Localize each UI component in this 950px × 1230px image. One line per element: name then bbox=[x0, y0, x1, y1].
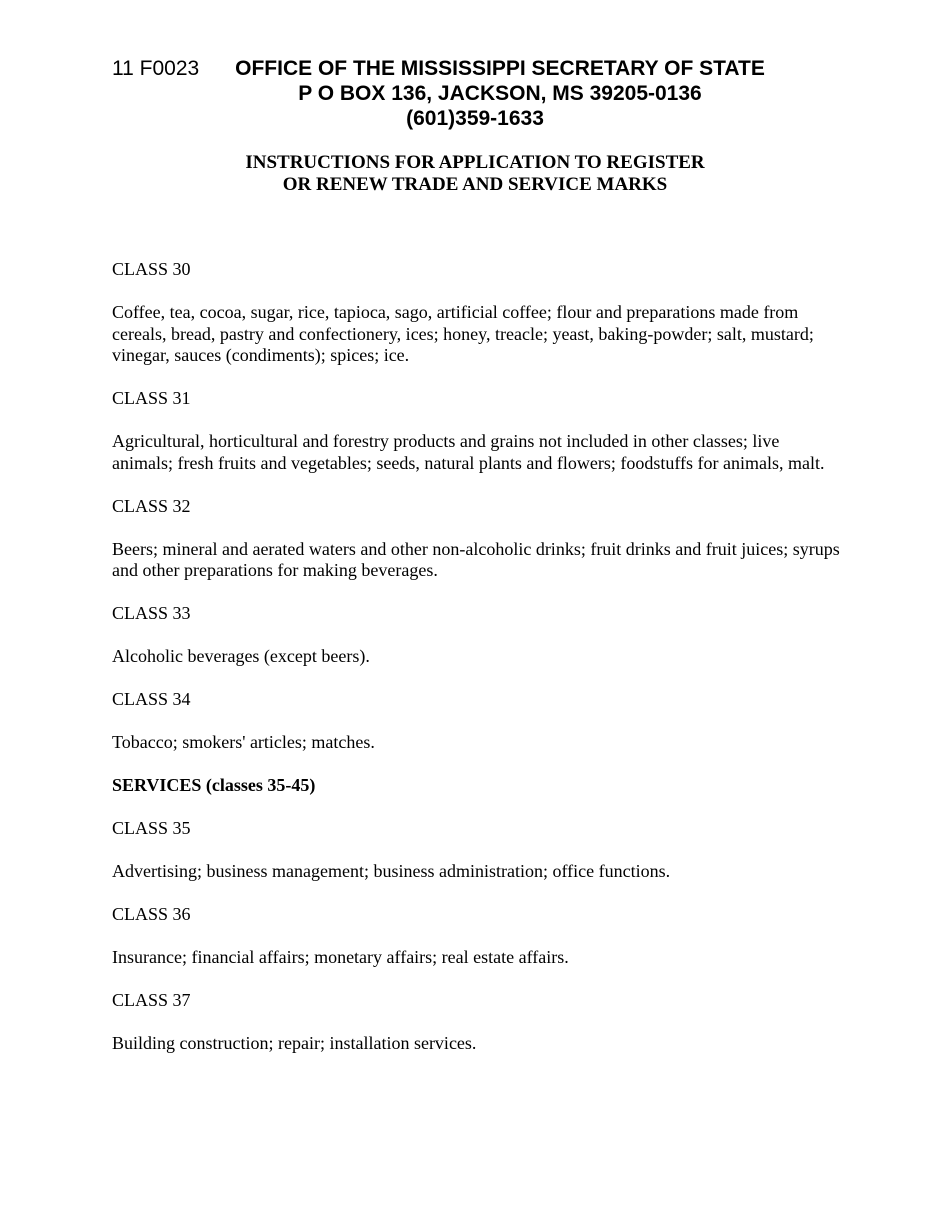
class-entry-33 bbox=[112, 603, 842, 668]
class-label: CLASS 36 bbox=[112, 904, 191, 924]
class-entry-32 bbox=[112, 496, 842, 582]
class-entry-36 bbox=[112, 904, 842, 969]
class-entry-35 bbox=[112, 818, 842, 883]
class-label: CLASS 37 bbox=[112, 990, 191, 1010]
class-label: CLASS 31 bbox=[112, 388, 191, 408]
form-code: 11 F0023 bbox=[112, 57, 200, 80]
class-description: Building construction; repair; installation services. bbox=[112, 1033, 477, 1053]
class-label: CLASS 33 bbox=[112, 603, 191, 623]
class-description: Tobacco; smokers' articles; matches. bbox=[112, 732, 375, 752]
class-label: CLASS 30 bbox=[112, 259, 191, 279]
class-description: Insurance; financial affairs; monetary affairs; real estate affairs. bbox=[112, 947, 569, 967]
instructions-title-line-2: OR RENEW TRADE AND SERVICE MARKS bbox=[282, 174, 668, 195]
class-label: CLASS 32 bbox=[112, 495, 191, 516]
class-description: Coffee, tea, cocoa, sugar, rice, tapioca, sago, artificial coffee; flour and preparations made from cereals, bread, pastry and confectionery, ices; honey, treacle; yeast, baking-powder; salt, mustard; vinegar, sauces (condiments); spices; ice. bbox=[112, 302, 814, 365]
office-address: P O BOX 136, JACKSON, MS 39205-0136 bbox=[298, 82, 702, 105]
class-entry-37 bbox=[112, 990, 842, 1055]
class-entry-34 bbox=[112, 689, 842, 754]
class-description: Beers; mineral and aerated waters and other non-alcoholic drinks; fruit drinks and fruit juices; syrups and other preparations for making beverages. bbox=[112, 538, 840, 580]
class-entry-30 bbox=[112, 259, 842, 367]
class-description: Advertising; business management; business administration; office functions. bbox=[112, 861, 671, 881]
class-entry-31 bbox=[112, 388, 842, 474]
class-label: CLASS 35 bbox=[112, 818, 191, 838]
class-description: Agricultural, horticultural and forestry products and grains not included in other classes; live animals; fresh fruits and vegetables; seeds, natural plants and flowers; foodstuffs for animals, malt. bbox=[112, 431, 825, 473]
class-description: Alcoholic beverages (except beers). bbox=[112, 646, 370, 666]
office-name: OFFICE OF THE MISSISSIPPI SECRETARY OF STATE bbox=[235, 57, 765, 80]
office-phone: (601)359-1633 bbox=[406, 107, 544, 130]
class-list bbox=[112, 259, 842, 1076]
instructions-title-line-1: INSTRUCTIONS FOR APPLICATION TO REGISTER bbox=[245, 152, 705, 173]
services-heading: SERVICES (classes 35-45) bbox=[112, 775, 316, 795]
class-label: CLASS 34 bbox=[112, 689, 191, 709]
instructions-title bbox=[0, 152, 950, 196]
